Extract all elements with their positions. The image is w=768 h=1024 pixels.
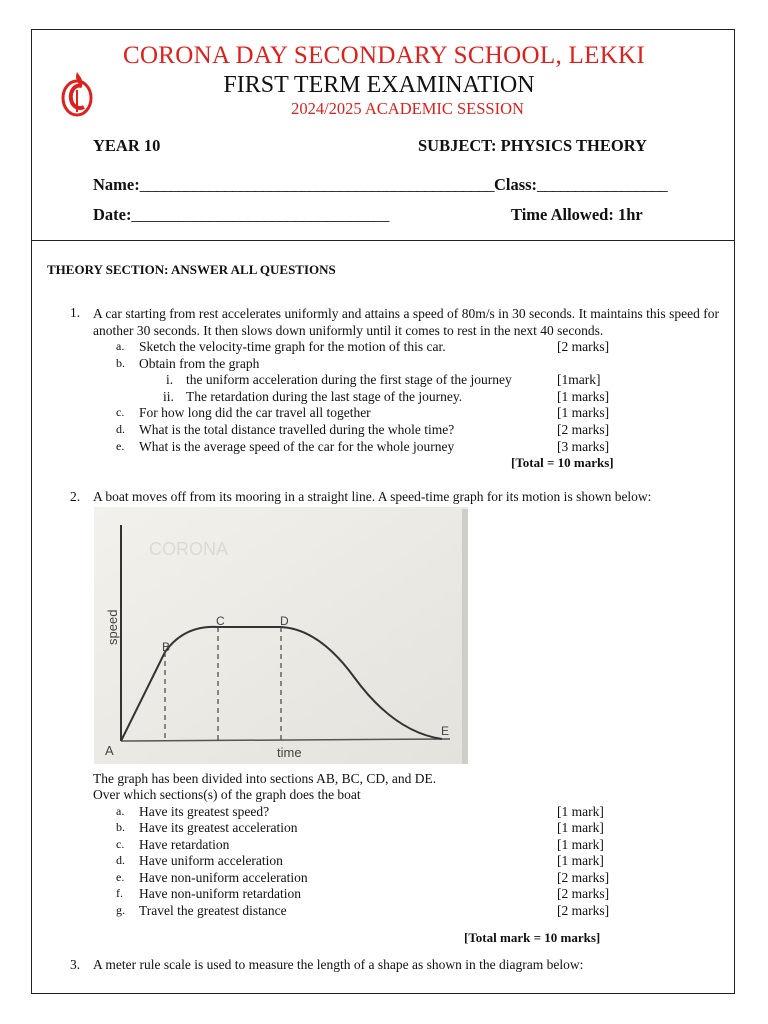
name-blank: ______________________________________________ (139, 175, 494, 194)
q2-text: A boat moves off from its mooring in a straight line. A speed-time graph for its motion is shown below: (93, 489, 652, 504)
q2-g-marks: [2 marks] (557, 903, 610, 918)
date-blank: _________________________________ (131, 205, 389, 224)
point-b-label: B (162, 640, 171, 654)
q1-bi-marks: [1mark] (557, 372, 601, 387)
q2-a-label: a. (116, 804, 125, 818)
speed-time-graph (94, 507, 468, 764)
q2-g-label: g. (116, 903, 125, 917)
class-blank: _________________ (537, 175, 668, 194)
q1-b-text: Obtain from the graph (139, 356, 260, 371)
q1-e-marks: [3 marks] (557, 439, 610, 454)
y-axis-label: speed (105, 609, 120, 645)
q1-bii-marks: [1 marks] (557, 389, 610, 404)
q1-a-marks: [2 marks] (557, 339, 610, 354)
q2-f-text: Have non-uniform retardation (139, 886, 301, 901)
q2-d-marks: [1 mark] (557, 853, 604, 868)
graph-shadow (462, 509, 468, 764)
time-allowed: Time Allowed: 1hr (511, 205, 643, 224)
point-d-label: D (280, 614, 289, 628)
q1-number: 1. (70, 305, 81, 320)
q2-g-text: Travel the greatest distance (139, 903, 287, 918)
date-label: Date: (93, 205, 132, 224)
q2-b-text: Have its greatest acceleration (139, 820, 298, 835)
q1-total: [Total = 10 marks] (511, 455, 614, 470)
q2-e-label: e. (116, 870, 125, 884)
q2-f-marks: [2 marks] (557, 886, 610, 901)
q1-e-text: What is the average speed of the car for the whole journey (139, 439, 455, 454)
q2-after-text-1: The graph has been divided into sections AB, BC, CD, and DE. (93, 771, 437, 786)
point-c-label: C (216, 614, 225, 628)
point-e-label: E (441, 724, 450, 738)
q2-e-marks: [2 marks] (557, 870, 610, 885)
q2-after-text-2: Over which sections(s) of the graph does the boat (93, 787, 361, 802)
q2-c-label: c. (116, 837, 125, 851)
q1-e-label: e. (116, 439, 125, 453)
header-divider (31, 240, 735, 241)
exam-title: FIRST TERM EXAMINATION (223, 72, 535, 98)
q1-bi-label: i. (166, 372, 174, 387)
q2-d-label: d. (116, 853, 125, 867)
name-field (93, 175, 667, 195)
q2-total: [Total mark = 10 marks] (464, 930, 601, 945)
q1-text: A car starting from rest accelerates uniformly and attains a speed of 80m/s in 30 seconds. It maintains this speed for another 30 seconds. It then slows down uniformly until it comes to rest in the next 40 seconds. (93, 306, 719, 338)
x-axis-label: time (277, 745, 302, 760)
q1-c-label: c. (116, 405, 125, 419)
q1-c-marks: [1 marks] (557, 405, 610, 420)
q2-f-label: f. (116, 886, 123, 900)
q1-d-label: d. (116, 422, 125, 436)
q1-b-label: b. (116, 356, 125, 370)
q1-bii-label: ii. (163, 389, 174, 404)
graph-watermark: CORONA (149, 539, 229, 559)
section-title: THEORY SECTION: ANSWER ALL QUESTIONS (47, 262, 336, 277)
q1-a-text: Sketch the velocity-time graph for the motion of this car. (139, 339, 446, 354)
q2-d-text: Have uniform acceleration (139, 853, 283, 868)
q3-number: 3. (70, 957, 81, 972)
q2-c-text: Have retardation (139, 837, 230, 852)
academic-session: 2024/2025 ACADEMIC SESSION (291, 99, 524, 118)
q1-c-text: For how long did the car travel all together (139, 405, 371, 420)
q3-text: A meter rule scale is used to measure the length of a shape as shown in the diagram below: (93, 957, 584, 972)
q1-bi-text: the uniform acceleration during the first stage of the journey (186, 372, 512, 387)
q1-d-marks: [2 marks] (557, 422, 610, 437)
date-field (93, 205, 389, 225)
point-a-label: A (105, 743, 114, 758)
year-label: YEAR 10 (93, 136, 161, 155)
q2-number: 2. (70, 489, 81, 504)
class-label: Class: (493, 175, 538, 194)
name-label: Name: (93, 175, 140, 194)
q2-b-label: b. (116, 820, 125, 834)
q2-e-text: Have non-uniform acceleration (139, 870, 308, 885)
school-name: CORONA DAY SECONDARY SCHOOL, LEKKI (122, 42, 646, 69)
q2-b-marks: [1 mark] (557, 820, 604, 835)
q2-a-text: Have its greatest speed? (139, 804, 270, 819)
q2-a-marks: [1 mark] (557, 804, 604, 819)
q1-a-label: a. (116, 339, 125, 353)
q2-c-marks: [1 mark] (557, 837, 604, 852)
q1-bii-text: The retardation during the last stage of the journey. (186, 389, 463, 404)
subject-label: SUBJECT: PHYSICS THEORY (418, 136, 647, 155)
q1-d-text: What is the total distance travelled during the whole time? (139, 422, 455, 437)
